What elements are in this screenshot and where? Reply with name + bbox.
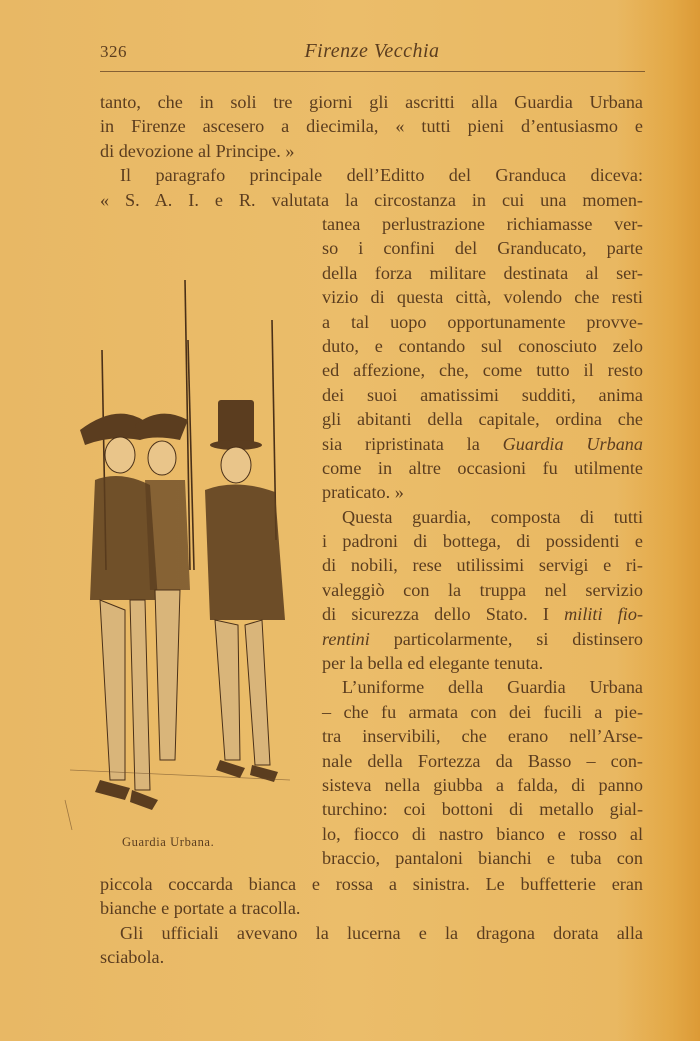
text-line	[322, 480, 643, 504]
text-line	[100, 163, 643, 187]
text-line	[322, 212, 643, 236]
italic-text: militi fio-	[564, 604, 643, 625]
text-line	[322, 456, 643, 480]
text-line	[322, 627, 643, 651]
body-text-bottom	[100, 872, 643, 970]
text-line	[322, 261, 643, 285]
text-line	[100, 945, 643, 969]
text-segment: vizio di questa città, volendo che resti	[322, 287, 643, 308]
text-segment: per la bella ed elegante tenuta.	[322, 653, 544, 674]
body-text-top	[100, 90, 643, 212]
text-segment: in Firenze ascesero a diecimila, « tutti pieni d’entusiasmo e	[100, 116, 643, 137]
text-segment: L’uniforme della Guardia Urbana	[342, 677, 643, 698]
text-segment: tanea perlustrazione richiamasse ver-	[322, 214, 643, 234]
text-segment: braccio, pantaloni bianchi e tuba con	[322, 848, 643, 869]
body-text-wrapped	[322, 212, 643, 871]
text-segment: ed affezione, che, come tutto il resto	[322, 360, 643, 381]
text-line	[322, 700, 643, 724]
text-line	[322, 285, 643, 309]
text-line	[322, 310, 643, 334]
text-segment: praticato. »	[322, 482, 404, 503]
text-line	[100, 921, 643, 945]
italic-text: rentini	[322, 628, 370, 649]
text-segment: sisteva nella giubba a falda, di panno	[322, 774, 643, 795]
text-segment: turchino: coi bottoni di metallo gial-	[322, 799, 643, 820]
text-segment: di nobili, rese utilissimi servigi e ri-	[322, 555, 643, 576]
text-line	[322, 334, 643, 358]
text-segment: gli abitanti della capitale, ordina che	[322, 409, 643, 430]
text-line	[322, 724, 643, 748]
text-line	[322, 797, 643, 821]
text-line	[322, 846, 643, 870]
guardia-urbana-illustration	[40, 240, 302, 830]
text-line	[322, 822, 643, 846]
text-segment: a tal uopo opportunamente provve-	[322, 311, 643, 332]
text-line	[322, 749, 643, 773]
text-segment: nale della Fortezza da Basso – con-	[322, 750, 643, 771]
soldier-left	[80, 414, 158, 810]
text-segment: duto, e contando sul conosciuto zelo	[322, 335, 643, 356]
text-segment: sia ripristinata la	[322, 433, 503, 454]
text-segment: Gli ufficiali avevano la lucerna e la dragona dorata alla	[120, 922, 643, 943]
text-line	[100, 188, 643, 212]
text-segment: dei suoi amatissimi sudditi, anima	[322, 384, 643, 405]
text-segment: « S. A. I. e R. valutata la circostanza in cui una momen-	[100, 189, 643, 210]
text-line	[100, 872, 643, 896]
text-line	[322, 407, 643, 431]
text-line	[322, 602, 643, 626]
text-segment: tanto, che in soli tre giorni gli ascritti alla Guardia Urbana	[100, 92, 643, 112]
text-line	[322, 773, 643, 797]
text-segment: i padroni di bottega, di possidenti e	[322, 531, 643, 552]
text-segment: piccola coccarda bianca e rossa a sinistra. Le buffetterie eran	[100, 874, 643, 894]
soldier-right	[205, 400, 285, 782]
text-segment: Questa guardia, composta di tutti	[342, 506, 643, 527]
running-title: Firenze Vecchia	[304, 40, 440, 62]
text-line	[100, 90, 643, 114]
text-line	[100, 139, 643, 163]
text-segment: di devozione al Principe. »	[100, 140, 295, 161]
text-segment: so i confini del Granducato, parte	[322, 238, 643, 259]
text-segment: – che fu armata con dei fucili a pie-	[322, 701, 643, 722]
text-line	[322, 236, 643, 260]
text-line	[100, 114, 643, 138]
text-line	[100, 896, 643, 920]
text-segment: come in altre occasioni fu utilmente	[322, 457, 643, 478]
text-line	[322, 529, 643, 553]
text-line	[322, 578, 643, 602]
text-segment: particolarmente, si distinsero	[369, 628, 643, 649]
text-line	[322, 505, 643, 529]
italic-text: Guardia Urbana	[502, 433, 643, 454]
text-line	[322, 651, 643, 675]
text-segment: tra inservibili, che erano nell’Arse-	[322, 726, 643, 747]
text-segment: lo, fiocco di nastro bianco e rosso al	[322, 823, 643, 844]
text-line	[322, 432, 643, 456]
running-header	[100, 40, 644, 70]
illustration-caption: Guardia Urbana.	[122, 835, 215, 849]
text-segment: bianche e portate a tracolla.	[100, 898, 301, 919]
text-segment: della forza militare destinata al ser-	[322, 262, 643, 283]
text-segment: sciabola.	[100, 947, 165, 968]
text-line	[322, 358, 643, 382]
text-segment: di sicurezza dello Stato. I	[322, 604, 565, 625]
text-line	[322, 383, 643, 407]
text-line	[322, 553, 643, 577]
page-number: 326	[100, 42, 127, 61]
text-segment: valeggiò con la truppa nel servizio	[322, 579, 643, 600]
header-rule	[100, 71, 645, 72]
text-line	[322, 675, 643, 699]
text-segment: Il paragrafo principale dell’Editto del Granduca diceva:	[120, 165, 643, 186]
